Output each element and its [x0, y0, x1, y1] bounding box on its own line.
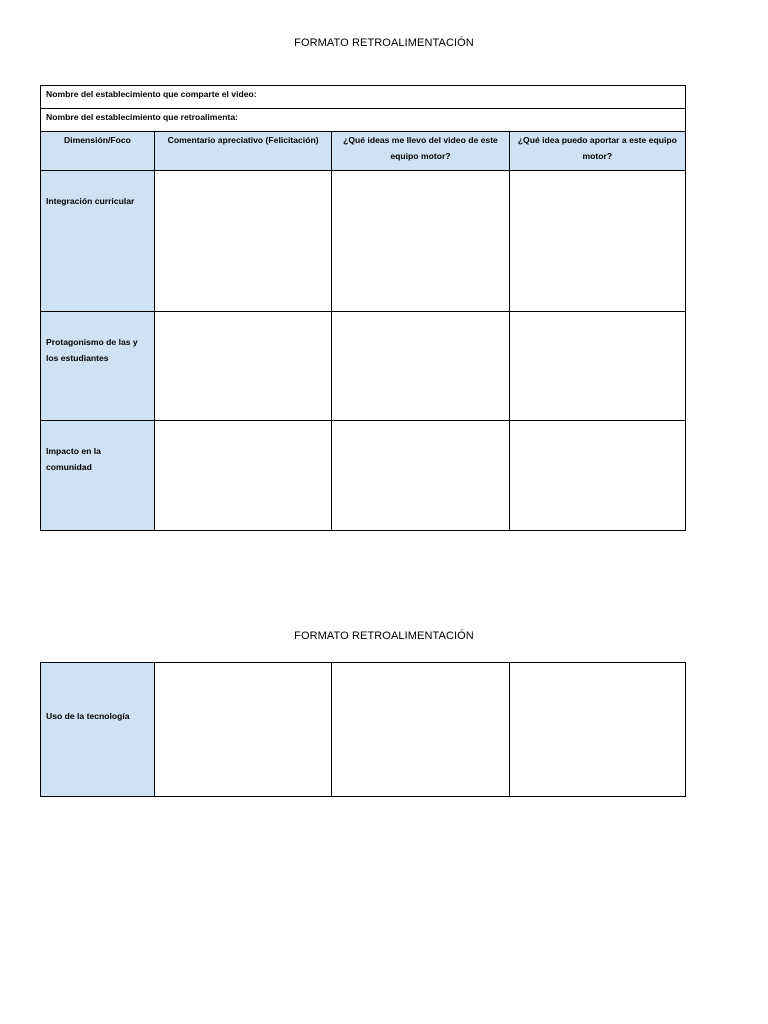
cell-ideas-taken[interactable] [332, 663, 509, 797]
feedback-school-field[interactable] [41, 109, 686, 132]
cell-ideas-contributed[interactable] [509, 312, 685, 421]
table-row [41, 312, 686, 421]
table-row [41, 663, 686, 797]
header-ideas-taken: ¿Qué ideas me llevo del video de este equipo motor? [332, 132, 509, 171]
header-appreciative-comment: Comentario apreciativo (Felicitación) [154, 132, 331, 171]
cell-ideas-contributed[interactable] [509, 663, 685, 797]
cell-appreciative-comment[interactable] [154, 421, 331, 531]
cell-ideas-taken[interactable] [332, 421, 509, 531]
cell-appreciative-comment[interactable] [154, 663, 331, 797]
cell-appreciative-comment[interactable] [154, 171, 331, 312]
header-ideas-contributed: ¿Qué idea puedo aportar a este equipo motor? [509, 132, 685, 171]
cell-ideas-contributed[interactable] [509, 421, 685, 531]
feedback-table-continued [40, 662, 686, 797]
feedback-school-label: Nombre del establecimiento que retroalimenta: [46, 112, 238, 122]
sharing-school-label: Nombre del establecimiento que comparte el video: [46, 89, 257, 99]
row-label-student-protagonism: Protagonismo de las y los estudiantes [41, 312, 155, 421]
cell-ideas-contributed[interactable] [509, 171, 685, 312]
form-title: FORMATO RETROALIMENTACIÓN [294, 37, 474, 49]
header-dimension: Dimensión/Foco [41, 132, 155, 171]
cell-ideas-taken[interactable] [332, 171, 509, 312]
row-label-technology-use: Uso de la tecnología [41, 663, 155, 797]
feedback-table [40, 85, 686, 531]
row-label-curricular-integration: Integración curricular [41, 171, 155, 312]
cell-appreciative-comment[interactable] [154, 312, 331, 421]
row-label-community-impact: Impacto en la comunidad [41, 421, 155, 531]
table-header-row [41, 132, 686, 171]
form-title: FORMATO RETROALIMENTACIÓN [294, 630, 474, 642]
sharing-school-field[interactable] [41, 86, 686, 109]
info-row-sharing-school [41, 86, 686, 109]
info-row-feedback-school [41, 109, 686, 132]
table-row [41, 171, 686, 312]
table-row [41, 421, 686, 531]
cell-ideas-taken[interactable] [332, 312, 509, 421]
